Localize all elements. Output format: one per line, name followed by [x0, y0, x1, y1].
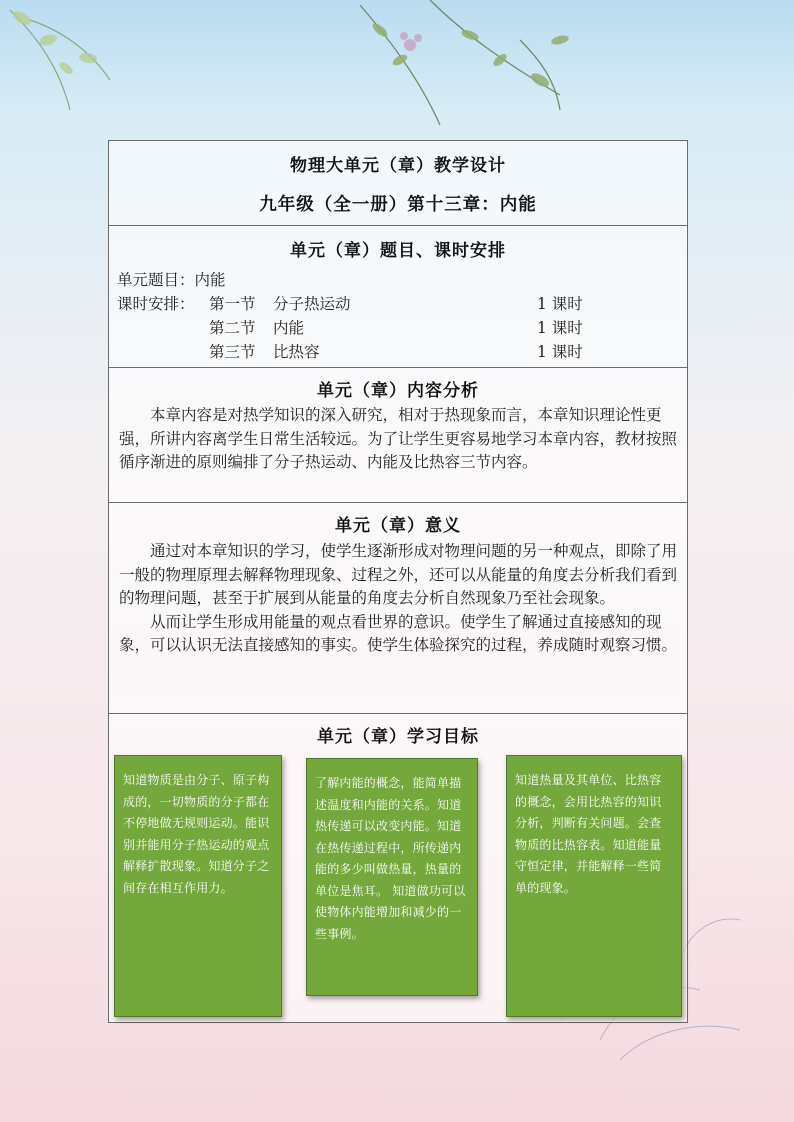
document-subtitle: 九年级（全一册）第十三章：内能 [259, 195, 537, 215]
content-analysis-section [109, 367, 687, 502]
significance-heading: 单元（章）意义 [335, 516, 461, 536]
lesson-hours-3: 1 课时 [537, 343, 583, 361]
schedule-label: 课时安排： [117, 295, 195, 313]
goal-box-internal-energy: 了解内能的概念，能简单描述温度和内能的关系。知道热传递可以改变内能。知道在热传递过程中，所传递内能的多少叫做热量，热量的单位是焦耳。 知道做功可以使物体内能增加和减少的一些事例。 [306, 758, 478, 996]
significance-paragraph-2: 从而让学生形成用能量的观点看世界的意识。使学生了解通过直接感知的现象，可以认识无法直接感知的事实。使学生体验探究的过程，养成随时观察习惯。 [119, 612, 678, 654]
leaf-cluster-left [11, 9, 98, 77]
document-title: 物理大单元（章）教学设计 [290, 156, 506, 176]
lesson-name-2: 内能 [273, 319, 305, 337]
topic-label: 单元题目： [117, 271, 195, 289]
schedule-heading: 单元（章）题目、课时安排 [290, 241, 506, 261]
leaf-cluster-center [371, 21, 570, 89]
goal-box-specific-heat: 知道热量及其单位、比热容的概念，会用比热容的知识分析，判断有关问题。会查物质的比热容表。知道能量守恒定律，并能解释一些简单的现象。 [506, 755, 682, 1017]
schedule-section [109, 225, 687, 367]
lesson-section-3: 第三节 [209, 343, 256, 361]
title-section [109, 141, 687, 225]
learning-goals-heading: 单元（章）学习目标 [317, 727, 479, 747]
vine-decoration-left [10, 10, 110, 110]
content-analysis-paragraph: 本章内容是对热学知识的深入研究，相对于热现象而言，本章知识理论性更强，所讲内容离学生日常生活较远。为了让学生更容易地学习本章内容，教材按照循序渐进的原则编排了分子热运动、内能及比热容三节内容。 [119, 406, 678, 471]
topic-row [117, 268, 226, 290]
lesson-name-3: 比热容 [273, 343, 320, 361]
content-analysis-heading: 单元（章）内容分析 [317, 381, 479, 401]
vine-decoration-center [360, 0, 560, 125]
lesson-name-1: 分子热运动 [273, 295, 351, 313]
flower-decoration-top [400, 32, 422, 51]
lesson-section-1: 第一节 [209, 295, 256, 313]
topic-value: 内能 [194, 271, 226, 289]
lesson-hours-2: 1 课时 [537, 319, 583, 337]
lesson-section-2: 第二节 [209, 319, 256, 337]
goal-box-molecular-motion: 知道物质是由分子、原子构成的，一切物质的分子都在不停地做无规则运动。能识别并能用分子热运动的观点解释扩散现象。知道分子之间存在相互作用力。 [114, 755, 282, 1017]
significance-paragraph-1: 通过对本章知识的学习，使学生逐渐形成对物理问题的另一种观点，即除了用一般的物理原理去解释物理现象、过程之外，还可以从能量的角度去分析我们看到的物理问题，甚至于扩展到从能量的角度去分析自然现象乃至社会现象。 [119, 542, 678, 607]
lesson-hours-1: 1 课时 [537, 295, 583, 313]
significance-section [109, 502, 687, 713]
significance-text [109, 540, 687, 658]
